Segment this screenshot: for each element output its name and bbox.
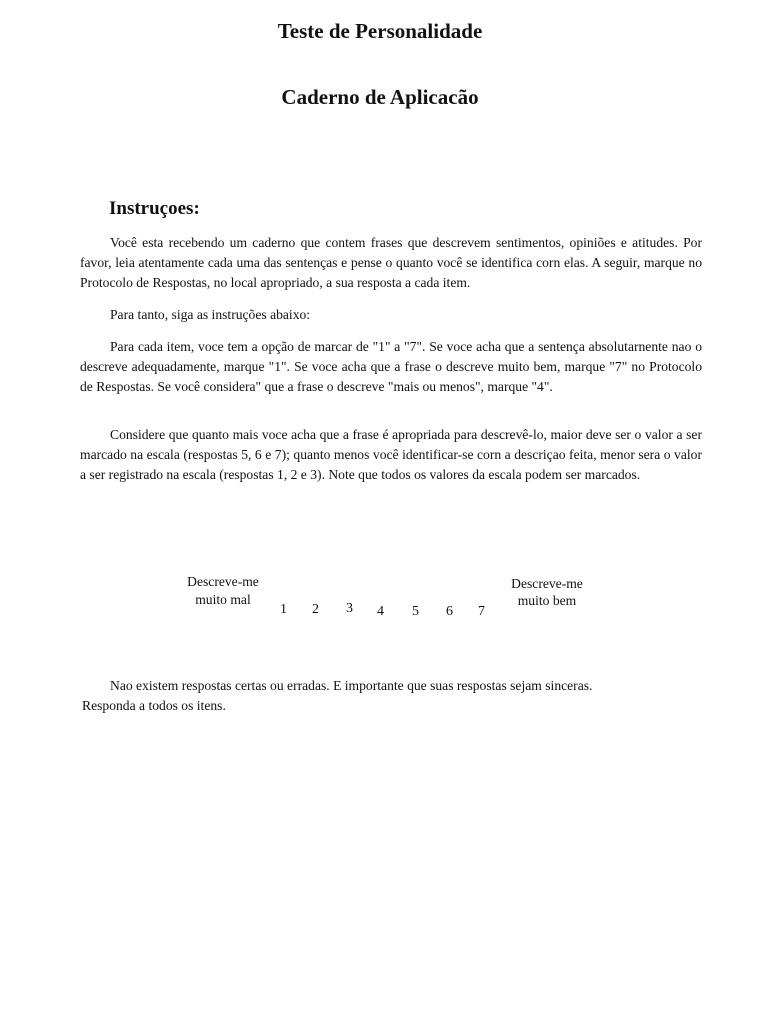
- scale-point-2: 2: [312, 602, 319, 617]
- scale-point-7: 7: [478, 604, 485, 619]
- scale-point-6: 6: [446, 604, 453, 619]
- instruction-paragraph: Para cada item, voce tem a opção de marcar de "1" a "7". Se voce acha que a sentença absolutarnente nao o descreve adequadamente, marque "1". Se voce acha que a frase o descreve muito bem, marque "7" no Protocolo de Respostas. Se você considera" que a frase o descreve "mais ou menos", marque "4".: [80, 339, 702, 394]
- instruction-paragraph: Para tanto, siga as instruções abaixo:: [110, 307, 311, 322]
- scale-left-label-line1: Descreve-me: [187, 574, 259, 589]
- scale-right-label-line1: Descreve-me: [511, 576, 583, 591]
- scale-point-4: 4: [377, 604, 384, 619]
- scale-right-label-line2: muito bem: [517, 593, 577, 608]
- instruction-paragraph: Considere que quanto mais voce acha que a frase é apropriada para descrevê-lo, maior deve ser o valor a ser marcado na escala (respostas 5, 6 e 7); quanto menos você identificar-se corn a descriçao feita, menor sera o valor a ser registrado na escala (respostas 1, 2 e 3). Note que todos os valores da escala podem ser marcados.: [80, 427, 702, 482]
- instructions-heading: Instruçoes:: [109, 198, 200, 219]
- scale-left-label-line2: muito mal: [195, 592, 251, 607]
- scale-right-anchor: [502, 575, 592, 609]
- instruction-paragraph: Você esta recebendo um caderno que contem frases que descrevem sentimentos, opiniões e atitudes. Por favor, leia atentamente cada uma das sentenças e pense o quanto você se identifica corn elas. A seguir, marque no Protocolo de Respostas, no local apropriado, a sua resposta a cada item.: [80, 235, 702, 290]
- closing-line-2: Responda a todos os itens.: [82, 698, 226, 713]
- document-subtitle: Caderno de Aplicacão: [281, 85, 479, 109]
- scale-point-1: 1: [280, 602, 287, 617]
- scale-point-3: 3: [346, 601, 353, 616]
- scale-left-anchor: [178, 573, 268, 609]
- closing-paragraph: [80, 676, 702, 716]
- scale-point-5: 5: [412, 604, 419, 619]
- closing-line-1: Nao existem respostas certas ou erradas. E importante que suas respostas sejam sinceras.: [110, 678, 593, 693]
- document-title: Teste de Personalidade: [277, 19, 483, 43]
